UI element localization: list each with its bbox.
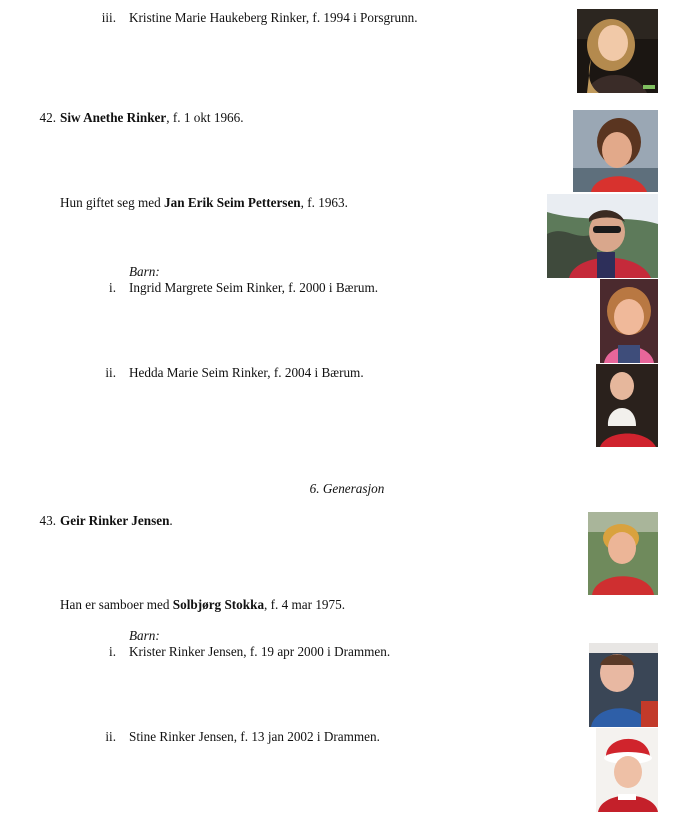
- spouse-prefix: Hun giftet seg med: [60, 195, 165, 210]
- spouse-line: [60, 195, 348, 211]
- child-portrait-photo: [577, 9, 658, 93]
- girl-portrait-photo: [600, 279, 658, 363]
- generation-heading: 6. Generasjon: [309, 481, 385, 496]
- child-number: ii.: [105, 729, 116, 744]
- spouse-prefix: Han er samboer med: [60, 597, 173, 612]
- entry-terminator: .: [169, 513, 173, 528]
- child-entry-text: Krister Rinker Jensen, f. 19 apr 2000 i Drammen.: [129, 644, 391, 659]
- boy-child-photo: [589, 643, 658, 727]
- spouse-birth: , f. 1963.: [300, 195, 348, 210]
- child-entry-text: Ingrid Margrete Seim Rinker, f. 2000 i Bærum.: [129, 280, 379, 295]
- children-label: Barn:: [129, 264, 160, 279]
- birth-info: , f. 1 okt 1966.: [166, 110, 244, 125]
- entry-number: 42.: [39, 110, 56, 125]
- man-sunglasses-photo: [547, 194, 658, 278]
- child-entry-text: Stine Rinker Jensen, f. 13 jan 2002 i Drammen.: [129, 729, 380, 744]
- child-number: i.: [109, 280, 116, 295]
- boy-portrait-photo: [588, 512, 658, 595]
- toddler-portrait-photo: [596, 364, 658, 447]
- child-number: iii.: [101, 10, 116, 25]
- woman-portrait-photo: [573, 110, 658, 192]
- person-name: Geir Rinker Jensen: [60, 513, 170, 528]
- child-number: ii.: [105, 365, 116, 380]
- spouse-birth: , f. 4 mar 1975.: [264, 597, 345, 612]
- spouse-line: [60, 597, 345, 613]
- children-label: Barn:: [129, 628, 160, 643]
- spouse-name: Jan Erik Seim Pettersen: [164, 195, 301, 210]
- person-name: Siw Anethe Rinker: [60, 110, 167, 125]
- spouse-name: Solbjørg Stokka: [172, 597, 265, 612]
- entry-heading: [60, 110, 244, 126]
- entry-number: 43.: [39, 513, 56, 528]
- girl-santa-hat-photo: [596, 728, 658, 812]
- child-entry-text: Hedda Marie Seim Rinker, f. 2004 i Bærum.: [129, 365, 364, 380]
- child-number: i.: [109, 644, 116, 659]
- child-entry-text: Kristine Marie Haukeberg Rinker, f. 1994 i Porsgrunn.: [129, 10, 418, 25]
- entry-heading: [60, 513, 173, 529]
